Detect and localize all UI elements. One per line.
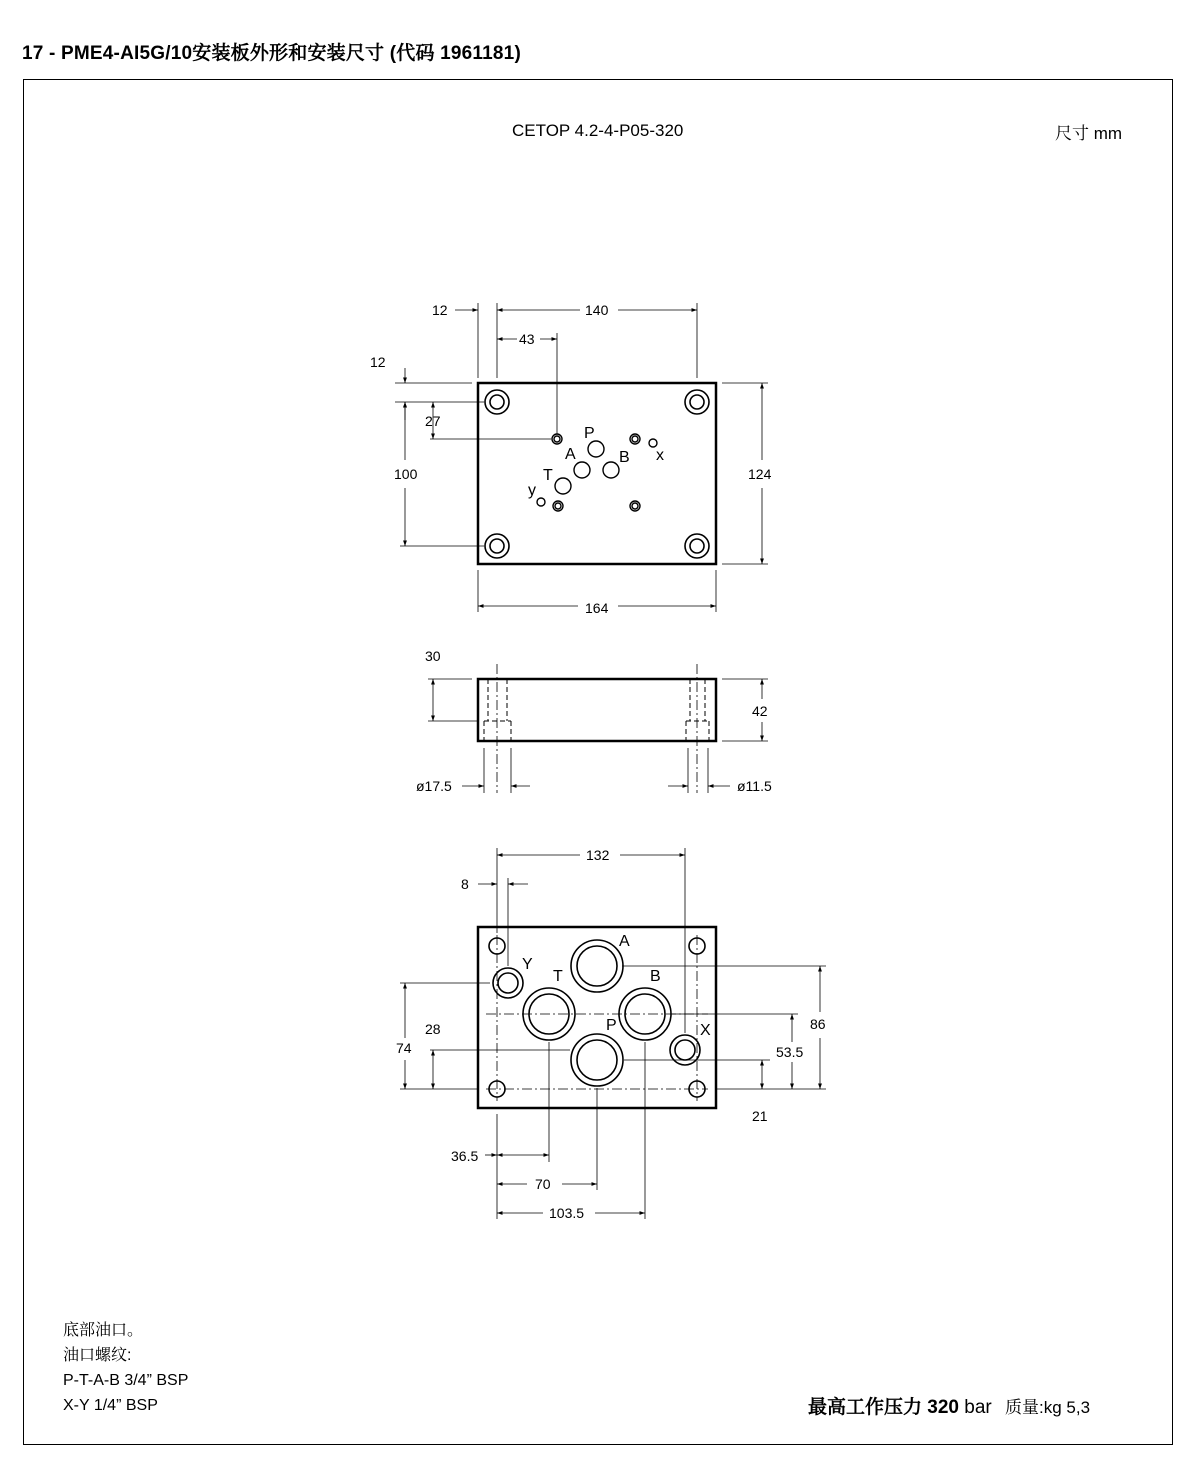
dim-label: 21 (752, 1108, 768, 1124)
dim-label: 86 (810, 1016, 826, 1032)
dim-label: 164 (585, 600, 609, 616)
dim-label: 43 (519, 331, 535, 347)
port-label: B (650, 968, 661, 985)
dim-label: ø11.5 (737, 778, 772, 794)
port-label: P (584, 425, 595, 442)
top-valve-ports (537, 434, 657, 511)
bottom-view-labels (396, 847, 826, 1221)
note-line: P-T-A-B 3/4” BSP (63, 1372, 189, 1389)
port-label: A (619, 933, 630, 950)
pressure-label: 最高工作压力 (808, 1397, 923, 1418)
side-hidden-holes (484, 679, 709, 741)
pressure-value: 320 (927, 1397, 959, 1418)
dim-label: 28 (425, 1021, 441, 1037)
dim-label: 140 (585, 302, 609, 318)
dim-label: 132 (586, 847, 610, 863)
dim-label: ø17.5 (416, 778, 452, 794)
dim-label: 12 (432, 302, 448, 318)
top-corner-holes (485, 390, 709, 558)
units-label: 尺寸 mm (1055, 124, 1123, 143)
note-line: X-Y 1/4” BSP (63, 1397, 158, 1414)
top-view-labels (370, 302, 772, 616)
port-label: T (553, 968, 563, 985)
dim-label: 74 (396, 1040, 412, 1056)
side-view (428, 664, 768, 793)
dim-label: 103.5 (549, 1205, 585, 1221)
note-line: 油口螺纹: (63, 1347, 132, 1364)
dim-label: 42 (752, 703, 768, 719)
bottom-view-plate (478, 927, 716, 1108)
pressure-spec (808, 1392, 1090, 1419)
standard-label: CETOP 4.2-4-P05-320 (512, 121, 684, 140)
bottom-small-ports (493, 968, 700, 1065)
top-view-plate (478, 383, 716, 564)
dim-label: 53.5 (776, 1044, 804, 1060)
dim-label: 100 (394, 466, 418, 482)
dim-label: 70 (535, 1176, 551, 1192)
dim-label: 124 (748, 466, 772, 482)
port-label: X (700, 1022, 711, 1039)
port-label: Y (522, 956, 533, 973)
dim-label: 8 (461, 876, 469, 892)
pressure-unit: bar (964, 1397, 992, 1418)
port-label: y (528, 482, 536, 499)
bottom-large-ports (523, 940, 671, 1086)
mass-label: 质量:kg 5,3 (1005, 1398, 1091, 1417)
dim-label: 30 (425, 648, 441, 664)
dim-label: 27 (425, 413, 441, 429)
page-title: 17 - PME4-AI5G/10安装板外形和安装尺寸 (代码 1961181) (22, 43, 521, 64)
top-view (395, 303, 768, 612)
port-label: B (619, 449, 630, 466)
note-line: 底部油口。 (63, 1322, 144, 1339)
port-label: A (565, 446, 576, 463)
dim-label: 12 (370, 354, 386, 370)
dim-label: 36.5 (451, 1148, 479, 1164)
port-notes (63, 1318, 188, 1418)
port-label: T (543, 467, 553, 484)
port-label: x (656, 447, 664, 464)
port-label: P (606, 1017, 617, 1034)
side-view-plate (478, 679, 716, 741)
